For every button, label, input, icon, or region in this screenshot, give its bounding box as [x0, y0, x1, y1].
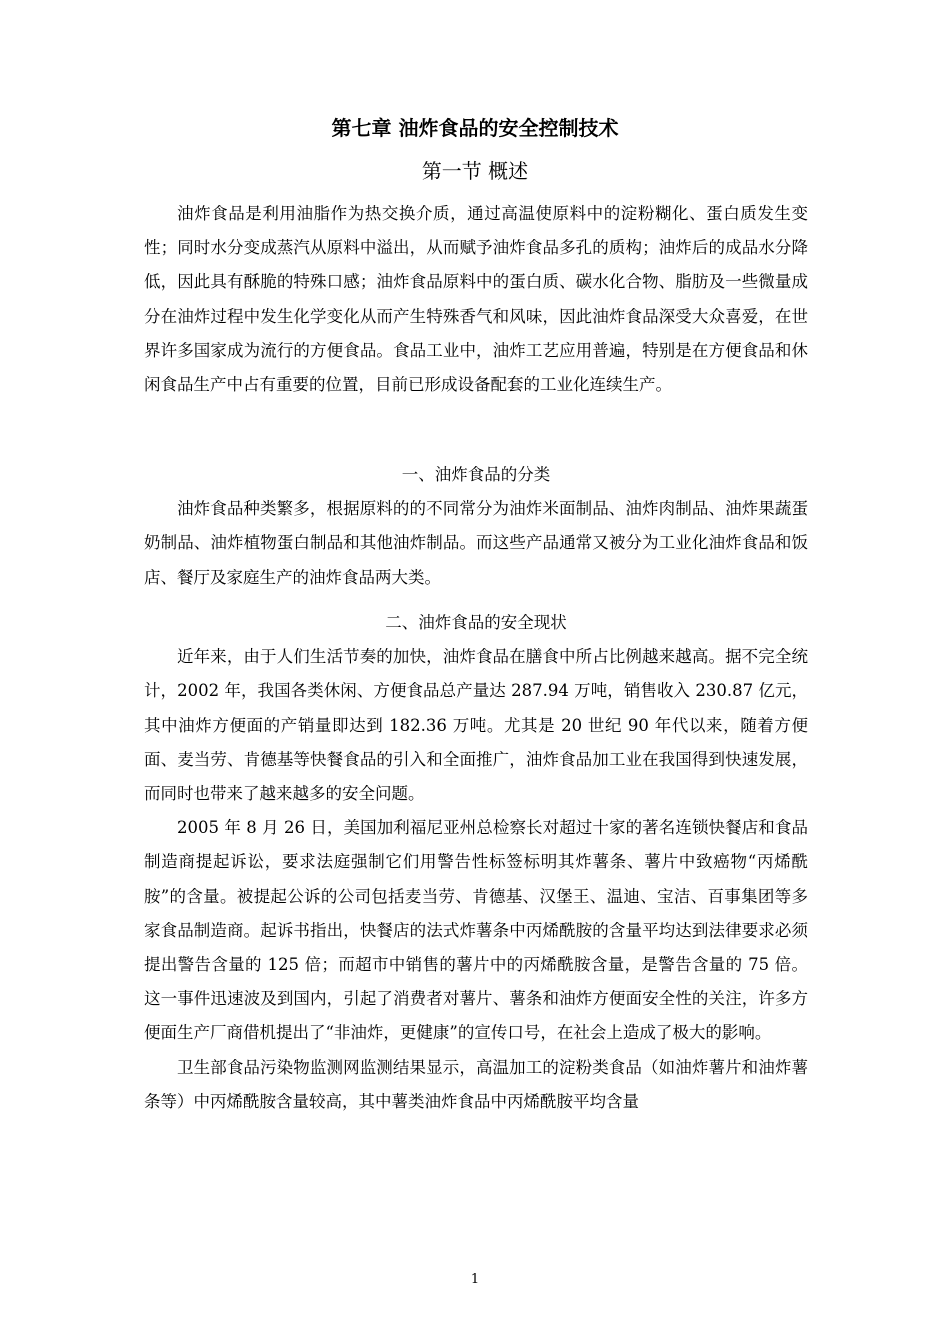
chapter-title: 第七章 油炸食品的安全控制技术: [331, 116, 619, 140]
page-number: 1: [470, 1272, 480, 1287]
subheading-safety-status: 二、油炸食品的安全现状: [385, 613, 567, 632]
paragraph-intro: 油炸食品是利用油脂作为热交换介质，通过高温使原料中的淀粉糊化、蛋白质发生变性；同时水分变成蒸汽从原料中溢出，从而赋予油炸食品多孔的质构；油炸后的成品水分降低，因此具有酥脆的特殊口感；油炸食品原料中的蛋白质、碳水化合物、脂肪及一些微量成分在油炸过程中发生化学变化从而产生特殊香气和风味，因此油炸食品深受大众喜爱，在世界许多国家成为流行的方便食品。食品工业中，油炸工艺应用普遍，特别是在方便食品和休闲食品生产中占有重要的位置，目前已形成设备配套的工业化连续生产。: [144, 204, 808, 395]
paragraph-safety-status: 近年来，由于人们生活节奏的加快，油炸食品在膳食中所占比例越来越高。据不完全统计，2002 年，我国各类休闲、方便食品总产量达 287.94 万吨，销售收入 230.87 亿元，其中油炸方便面的产销量即达到 182.36 万吨。尤其是 20 世纪 90 年代以来，随着方便面、麦当劳、肯德基等快餐食品的引入和全面推广，油炸食品加工业在我国得到快速发展，而同时也带来了越来越多的安全问题。: [144, 647, 808, 804]
classification-block: [144, 458, 808, 595]
paragraph-lawsuit: 2005 年 8 月 26 日，美国加利福尼亚州总检察长对超过十家的著名连锁快餐店和食品制造商提起诉讼，要求法庭强制它们用警告性标签标明其炸薯条、薯片中致癌物“丙烯酰胺”的含量。被提起公诉的公司包括麦当劳、肯德基、汉堡王、温迪、宝洁、百事集团等多家食品制造商。起诉书指出，快餐店的法式炸薯条中丙烯酰胺的含量平均达到法律要求必须提出警告含量的 125 倍；而超市中销售的薯片中的丙烯酰胺含量，是警告含量的 75 倍。这一事件迅速波及到国内，引起了消费者对薯片、薯条和油炸方便面安全性的关注，许多方便面生产厂商借机提出了“非油炸，更健康”的宣传口号，在社会上造成了极大的影响。: [144, 818, 808, 1043]
paragraph-monitoring: 卫生部食品污染物监测网监测结果显示，高温加工的淀粉类食品（如油炸薯片和油炸薯条等）中丙烯酰胺含量较高，其中薯类油炸食品中丙烯酰胺平均含量: [144, 1057, 808, 1111]
subheading-classification: 一、油炸食品的分类: [401, 465, 551, 484]
intro-block: [144, 197, 808, 402]
paragraph-classification: 油炸食品种类繁多，根据原料的的不同常分为油炸米面制品、油炸肉制品、油炸果蔬蛋奶制品、油炸植物蛋白制品和其他油炸制品。而这些产品通常又被分为工业化油炸食品和饭店、餐厅及家庭生产的油炸食品两大类。: [144, 499, 808, 587]
safety-status-block: [144, 606, 808, 1119]
section-title: 第一节 概述: [421, 159, 529, 183]
